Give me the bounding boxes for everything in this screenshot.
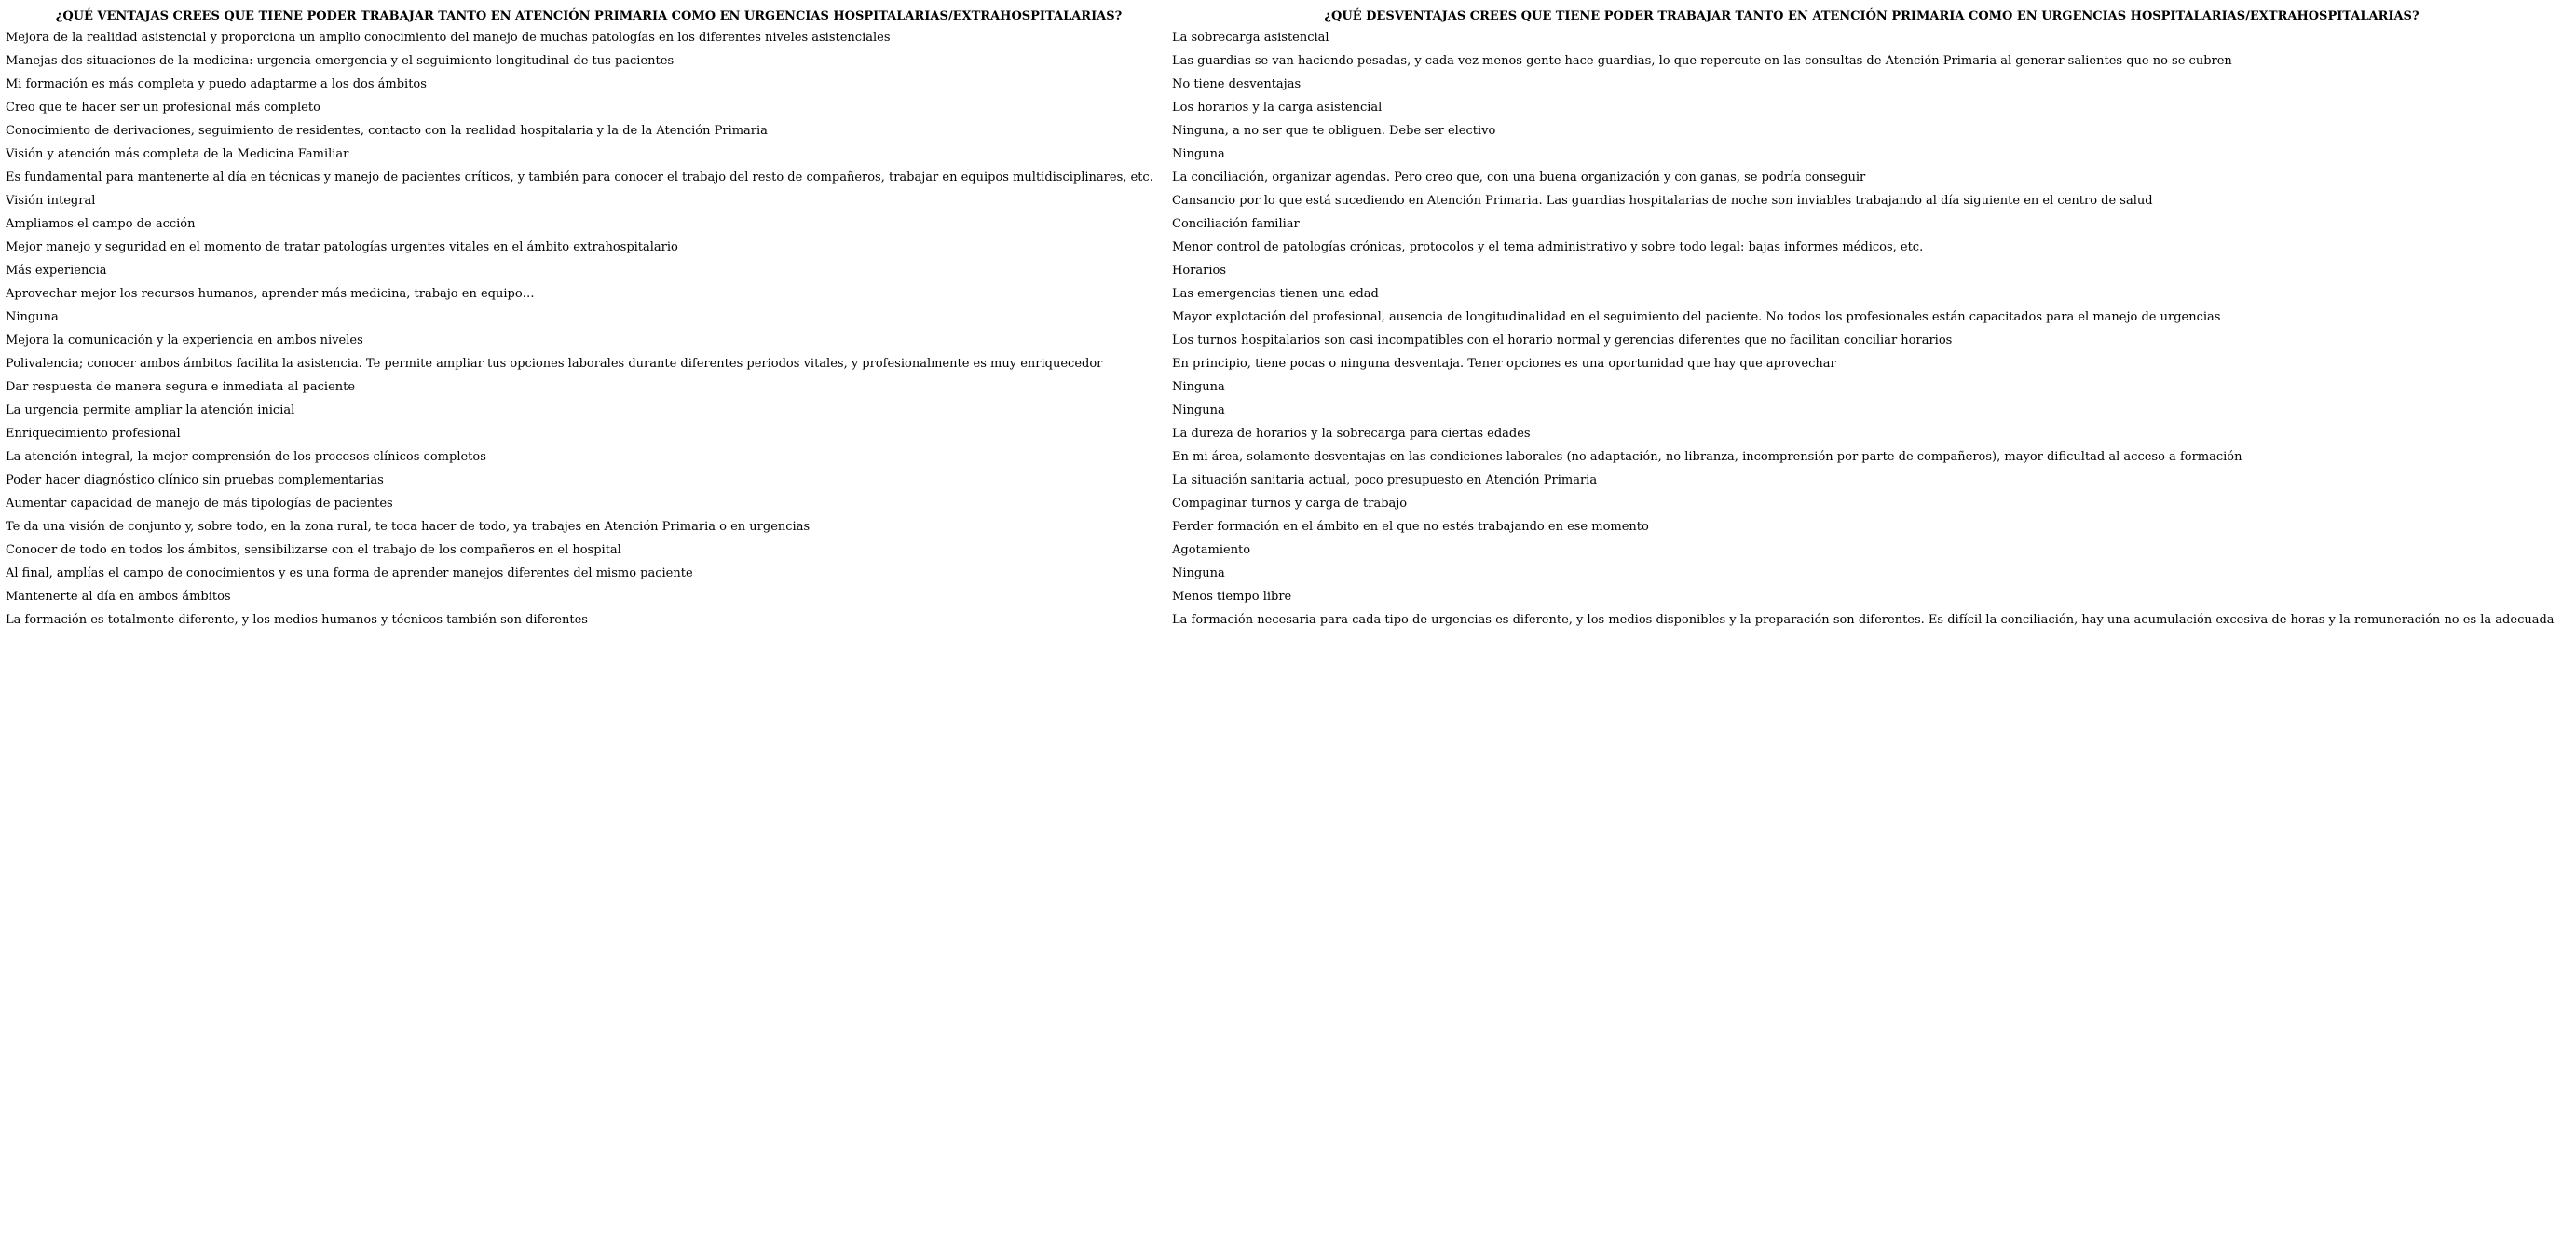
table-row	[6, 375, 2571, 399]
table-row	[6, 236, 2571, 259]
table-row	[6, 352, 2571, 375]
table-row	[6, 422, 2571, 445]
disadvantage-cell: En principio, tiene pocas o ninguna desventaja. Tener opciones es una oportunidad que hay que aprovechar	[1172, 357, 1836, 371]
disadvantage-cell: Horarios	[1172, 264, 1226, 278]
table-row	[6, 49, 2571, 73]
advantage-cell: Visión y atención más completa de la Medicina Familiar	[6, 147, 349, 161]
table-row	[6, 259, 2571, 282]
table-row	[6, 562, 2571, 585]
table-row	[6, 399, 2571, 422]
table-row	[6, 282, 2571, 306]
advantage-cell: Mantenerte al día en ambos ámbitos	[6, 590, 231, 604]
advantage-cell: Aprovechar mejor los recursos humanos, aprender más medicina, trabajo en equipo…	[6, 287, 535, 301]
advantage-cell: Ampliamos el campo de acción	[6, 217, 196, 231]
advantage-cell: Mejor manejo y seguridad en el momento de tratar patologías urgentes vitales en el ámbito extrahospitalario	[6, 240, 678, 254]
disadvantage-cell: La conciliación, organizar agendas. Pero creo que, con una buena organización y con ganas, se podría conseguir	[1172, 170, 1866, 184]
disadvantage-cell: Ninguna	[1172, 403, 1225, 417]
disadvantage-cell: Ninguna	[1172, 147, 1225, 161]
advantage-cell: Más experiencia	[6, 264, 107, 278]
advantage-cell: La atención integral, la mejor comprensión de los procesos clínicos completos	[6, 450, 486, 464]
advantage-cell: La urgencia permite ampliar la atención inicial	[6, 403, 295, 417]
table-row	[6, 189, 2571, 212]
advantage-cell: Mi formación es más completa y puedo adaptarme a los dos ámbitos	[6, 77, 427, 91]
table-row	[6, 445, 2571, 469]
advantage-cell: Mejora de la realidad asistencial y proporciona un amplio conocimiento del manejo de muchas patologías en los diferentes niveles asistenciales	[6, 31, 891, 45]
table-row	[6, 212, 2571, 236]
disadvantage-cell: Ninguna	[1172, 380, 1225, 394]
disadvantage-cell: Las guardias se van haciendo pesadas, y cada vez menos gente hace guardias, lo que repercute en las consultas de Atención Primaria al generar salientes que no se cubren	[1172, 54, 2232, 68]
table-row	[6, 96, 2571, 119]
table-row	[6, 329, 2571, 352]
advantage-cell: Aumentar capacidad de manejo de más tipologías de pacientes	[6, 497, 393, 511]
table-body	[6, 26, 2571, 632]
advantage-cell: Es fundamental para mantenerte al día en técnicas y manejo de pacientes críticos, y también para conocer el trabajo del resto de compañeros, trabajar en equipos multidisciplinares, etc.	[6, 170, 1153, 184]
table-header	[6, 6, 2571, 26]
advantage-cell: Te da una visión de conjunto y, sobre todo, en la zona rural, te toca hacer de todo, ya trabajes en Atención Primaria o en urgencias	[6, 520, 811, 534]
header-row	[6, 6, 2571, 26]
advantage-cell: Conocer de todo en todos los ámbitos, sensibilizarse con el trabajo de los compañeros en el hospital	[6, 543, 621, 557]
disadvantage-cell: Conciliación familiar	[1172, 217, 1300, 231]
disadvantage-cell: No tiene desventajas	[1172, 77, 1302, 91]
header-advantages: ¿QUÉ VENTAJAS CREES QUE TIENE PODER TRABAJAR TANTO EN ATENCIÓN PRIMARIA COMO EN URGENCIAS HOSPITALARIAS/EXTRAHOSPITALARIAS?	[55, 8, 1123, 23]
disadvantage-cell: Ninguna	[1172, 566, 1225, 580]
disadvantage-cell: Compaginar turnos y carga de trabajo	[1172, 497, 1408, 511]
table-row	[6, 469, 2571, 492]
advantage-cell: Ninguna	[6, 310, 59, 324]
advantage-cell: Conocimiento de derivaciones, seguimiento de residentes, contacto con la realidad hospitalaria y la de la Atención Primaria	[6, 124, 768, 138]
disadvantage-cell: Las emergencias tienen una edad	[1172, 287, 1379, 301]
advantage-cell: Poder hacer diagnóstico clínico sin pruebas complementarias	[6, 473, 384, 487]
disadvantage-cell: La formación necesaria para cada tipo de urgencias es diferente, y los medios disponibles y la preparación son diferentes. Es difícil la conciliación, hay una acumulación excesiva de horas y la remuneración no es la adecuada	[1172, 613, 2555, 627]
table-row	[6, 515, 2571, 538]
table-row	[6, 166, 2571, 189]
disadvantage-cell: Agotamiento	[1172, 543, 1251, 557]
disadvantage-cell: Ninguna, a no ser que te obliguen. Debe ser electivo	[1172, 124, 1496, 138]
disadvantage-cell: Los horarios y la carga asistencial	[1172, 101, 1383, 115]
table-row	[6, 538, 2571, 562]
table-row	[6, 608, 2571, 632]
disadvantage-cell: Menos tiempo libre	[1172, 590, 1292, 604]
table-row	[6, 492, 2571, 515]
disadvantage-cell: La sobrecarga asistencial	[1172, 31, 1329, 45]
advantage-cell: La formación es totalmente diferente, y los medios humanos y técnicos también son diferentes	[6, 613, 588, 627]
advantage-cell: Polivalencia; conocer ambos ámbitos facilita la asistencia. Te permite ampliar tus opciones laborales durante diferentes periodos vitales, y profesionalmente es muy enriquecedor	[6, 357, 1103, 371]
disadvantage-cell: Los turnos hospitalarios son casi incompatibles con el horario normal y gerencias diferentes que no facilitan conciliar horarios	[1172, 334, 1953, 348]
advantage-cell: Dar respuesta de manera segura e inmediata al paciente	[6, 380, 356, 394]
disadvantage-cell: La situación sanitaria actual, poco presupuesto en Atención Primaria	[1172, 473, 1598, 487]
table-row	[6, 143, 2571, 166]
disadvantage-cell: La dureza de horarios y la sobrecarga para ciertas edades	[1172, 427, 1531, 441]
disadvantage-cell: Menor control de patologías crónicas, protocolos y el tema administrativo y sobre todo legal: bajas informes médicos, etc.	[1172, 240, 1924, 254]
disadvantage-cell: En mi área, solamente desventajas en las condiciones laborales (no adaptación, no libranza, incomprensión por parte de compañeros), mayor dificultad al acceso a formación	[1172, 450, 2242, 464]
advantage-cell: Enriquecimiento profesional	[6, 427, 181, 441]
disadvantage-cell: Cansancio por lo que está sucediendo en Atención Primaria. Las guardias hospitalarias de noche son inviables trabajando al día siguiente en el centro de salud	[1172, 194, 2153, 208]
advantage-cell: Mejora la comunicación y la experiencia en ambos niveles	[6, 334, 363, 348]
survey-table-container	[6, 6, 2571, 632]
advantage-cell: Visión integral	[6, 194, 96, 208]
survey-table	[6, 6, 2571, 632]
header-disadvantages: ¿QUÉ DESVENTAJAS CREES QUE TIENE PODER TRABAJAR TANTO EN ATENCIÓN PRIMARIA COMO EN URGENCIAS HOSPITALARIAS/EXTRAHOSPITALARIAS?	[1324, 8, 2419, 23]
table-row	[6, 73, 2571, 96]
table-row	[6, 306, 2571, 329]
advantage-cell: Creo que te hacer ser un profesional más completo	[6, 101, 320, 115]
disadvantage-cell: Mayor explotación del profesional, ausencia de longitudinalidad en el seguimiento del paciente. No todos los profesionales están capacitados para el manejo de urgencias	[1172, 310, 2221, 324]
table-row	[6, 26, 2571, 49]
advantage-cell: Manejas dos situaciones de la medicina: urgencia emergencia y el seguimiento longitudinal de tus pacientes	[6, 54, 675, 68]
disadvantage-cell: Perder formación en el ámbito en el que no estés trabajando en ese momento	[1172, 520, 1649, 534]
table-row	[6, 119, 2571, 143]
table-row	[6, 585, 2571, 608]
advantage-cell: Al final, amplías el campo de conocimientos y es una forma de aprender manejos diferentes del mismo paciente	[6, 566, 693, 580]
